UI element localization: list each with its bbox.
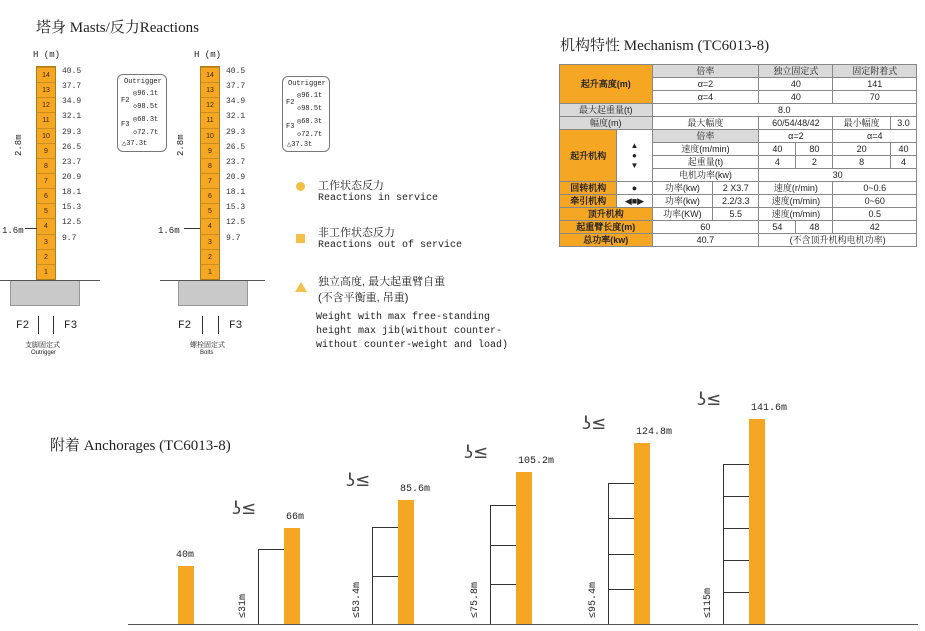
in-service-en: Reactions in service (318, 193, 439, 204)
box-r1-val-r: 96.1t (301, 92, 323, 100)
f3-left: F3 (64, 320, 78, 332)
box-r3-r: ◎68.3t (297, 118, 323, 126)
weight-en3: without counter-weight and load) (316, 340, 509, 351)
mast-section: 10 (37, 128, 55, 144)
anchor-tie (490, 545, 516, 546)
anchor-tie (723, 592, 749, 593)
anchorage-height-label: 124.8m (636, 427, 673, 439)
total-label: 总功率(kw) (560, 234, 653, 247)
box-r4: ◇72.7t (133, 129, 159, 137)
jib-len-0: 60 (652, 221, 759, 234)
trolley-label: 牵引机构 (560, 195, 617, 208)
load-1: 2 (796, 156, 833, 169)
foundation-bolts (178, 280, 248, 306)
outrigger-reaction-box-left (117, 74, 167, 152)
mast-height-value: 15.3 (226, 203, 246, 213)
box-r5: △37.3t (122, 140, 148, 148)
anchorage-height-label: 66m (286, 512, 305, 524)
anchorage-bar (749, 419, 765, 624)
mast-height-value: 32.1 (226, 112, 246, 122)
mast-section: 11 (37, 112, 55, 128)
h-label-right: H (m) (194, 50, 222, 60)
mast-section: 9 (201, 143, 219, 159)
dim-lower-left: 1.6m (2, 226, 24, 236)
free-height-label: ≤95.4m (588, 581, 599, 618)
mast-height-value: 40.5 (62, 67, 82, 76)
dim-upper-left: 2.8m (14, 134, 24, 156)
dim-upper-right: 2.8m (176, 134, 186, 156)
anchor-tie-vertical (258, 549, 259, 624)
f-divider-left-b (53, 316, 54, 334)
mast-bolts (200, 66, 220, 280)
mast-height-value: 15.3 (62, 203, 82, 213)
out-service-cn: 非工作状态反力 (318, 227, 395, 239)
alpha4: α=4 (833, 130, 917, 143)
hook-icon: ʖ≤ (346, 470, 371, 492)
mast-section: 8 (37, 158, 55, 174)
box-r3-val-r: 68.3t (301, 118, 323, 126)
box-f3-r: F3 (286, 123, 295, 131)
out-service-en: Reactions out of service (318, 240, 463, 251)
hook-icon: ʖ≤ (582, 413, 607, 435)
f2-left: F2 (16, 320, 30, 332)
h-label-left: H (m) (33, 50, 61, 60)
mast-section: 14 (201, 67, 219, 83)
weight-cn: 独立高度, 最大起重臂自重 (318, 276, 446, 288)
motor: 30 (759, 169, 917, 182)
anchorage-bar (284, 528, 300, 624)
mast-section: 3 (201, 234, 219, 250)
hoist-mech-text: 起升机构 (570, 150, 607, 161)
in-service-cn: 工作状态反力 (318, 180, 384, 192)
box-r5-val-r: 37.3t (291, 141, 313, 149)
speed-3: 40 (890, 143, 916, 156)
box-f2: F2 (121, 97, 130, 105)
row-a2: α=2 (652, 78, 759, 91)
anchor-tie (723, 528, 749, 529)
mast-height-value: 34.9 (62, 97, 82, 107)
mast-section: 1 (37, 264, 55, 280)
climb-speed-label: 速度(m/min) (759, 208, 833, 221)
anchor-tie (372, 576, 398, 577)
box-r1-r: ◎96.1t (297, 92, 323, 100)
speed-label: 速度(m/min) (652, 143, 759, 156)
anchorage-bar (398, 500, 414, 624)
min-range-label: 最小幅度 (833, 117, 890, 130)
box-title-r: Outrigger (288, 80, 326, 88)
min-range: 3.0 (890, 117, 916, 130)
anchor-tie (372, 527, 398, 528)
speed-2: 20 (833, 143, 890, 156)
mast-height-value: 37.7 (226, 82, 246, 92)
box-r5-r: △37.3t (287, 141, 313, 149)
mast-height-value: 34.9 (226, 97, 246, 107)
col-ratio: 倍率 (652, 65, 759, 78)
box-r3-val: 68.3t (137, 116, 159, 124)
box-r4-r: ◇72.7t (297, 131, 323, 139)
box-r4-val-r: 72.7t (301, 131, 323, 139)
mast-section: 9 (37, 143, 55, 159)
climb-speed: 0.5 (833, 208, 917, 221)
slew-speed-label: 速度(r/min) (759, 182, 833, 195)
box-f2-r: F2 (286, 99, 295, 107)
ground-line-right (160, 280, 265, 281)
trolley-speed-label: 速度(m/min) (759, 195, 833, 208)
mast-height-value: 29.3 (62, 127, 82, 137)
jib-len-2: 48 (796, 221, 833, 234)
anchor-tie (608, 483, 634, 484)
anchor-tie (258, 549, 284, 550)
mast-section: 1 (201, 264, 219, 280)
ground-line-left (0, 280, 100, 281)
mast-section: 14 (37, 67, 55, 83)
anchor-tie (608, 518, 634, 519)
mast-height-value: 23.7 (62, 157, 82, 167)
box-r2: ◇98.5t (133, 103, 159, 111)
out-service-icon (296, 234, 305, 243)
anchorage-bar (178, 566, 194, 624)
a2-free: 40 (759, 78, 833, 91)
jib-len-3: 42 (833, 221, 917, 234)
anchorage-height-label: 105.2m (518, 455, 555, 467)
mast-height-value: 20.9 (62, 173, 82, 182)
bolts-caption-en: Bolts (200, 350, 214, 356)
box-title: Outrigger (124, 78, 162, 86)
mast-height-value: 23.7 (226, 157, 246, 167)
mast-section: 12 (37, 97, 55, 113)
alpha2: α=2 (759, 130, 833, 143)
mast-section: 13 (201, 82, 219, 98)
mast-height-value: 12.5 (226, 218, 246, 228)
mast-section: 2 (201, 249, 219, 265)
mast-height-value: 9.7 (226, 233, 241, 243)
climb-power-label: 功率(KW) (652, 208, 713, 221)
hoist-height-label: 起升高度(m) (560, 65, 653, 104)
a4-att: 70 (833, 91, 917, 104)
mast-section: 5 (37, 203, 55, 219)
anchor-tie (723, 560, 749, 561)
climb-power: 5.5 (713, 208, 759, 221)
trolley-speed: 0~60 (833, 195, 917, 208)
f-divider-left-a (38, 316, 39, 334)
mast-section: 3 (37, 234, 55, 250)
slew-label: 回转机构 (560, 182, 617, 195)
slew-power-label: 功率(kw) (652, 182, 713, 195)
f3-right: F3 (229, 320, 243, 332)
mast-height-value: 40.5 (226, 67, 246, 76)
mast-height-value: 9.7 (62, 233, 77, 243)
box-r2-val: 98.5t (137, 103, 159, 111)
mast-height-value: 32.1 (62, 112, 82, 122)
slew-speed: 0~0.6 (833, 182, 917, 195)
bolts-caption: 螺栓固定式 (190, 342, 225, 349)
in-service-icon (296, 182, 305, 191)
mechanism-title: 机构特性 Mechanism (TC6013-8) (560, 38, 770, 54)
col-free: 独立固定式 (759, 65, 833, 78)
load-2: 8 (833, 156, 890, 169)
weight-icon (295, 282, 307, 292)
climb-label: 顶升机构 (560, 208, 653, 221)
mast-section: 10 (201, 128, 219, 144)
mast-height-value: 20.9 (226, 173, 246, 182)
a4-free: 40 (759, 91, 833, 104)
max-range: 60/54/48/42 (759, 117, 833, 130)
box-r2-val-r: 98.5t (301, 105, 323, 113)
mast-section: 2 (37, 249, 55, 265)
masts-title: 塔身 Masts/反力Reactions (36, 20, 199, 36)
f2-right: F2 (178, 320, 192, 332)
anchorage-height-label: 85.6m (400, 484, 431, 496)
anchorage-height-label: 141.6m (751, 403, 788, 414)
max-range-label: 最大幅度 (652, 117, 759, 130)
weight-en1: Weight with max free-standing (316, 312, 491, 323)
total-note: (不含顶升机构电机功率) (759, 234, 917, 247)
max-load-label: 最大起重量(t) (560, 104, 653, 117)
hoist-mech-label (560, 130, 617, 182)
mast-section: 13 (37, 82, 55, 98)
max-load: 8.0 (652, 104, 916, 117)
mast-section: 6 (37, 188, 55, 204)
mast-section: 7 (37, 173, 55, 189)
box-f3: F3 (121, 121, 130, 129)
anchor-tie (490, 584, 516, 585)
anchor-tie (608, 554, 634, 555)
trolley-power-label: 功率(kw) (652, 195, 713, 208)
mast-section: 4 (37, 218, 55, 234)
anchorages-title: 附着 Anchorages (TC6013-8) (50, 438, 231, 454)
range-label: 幅度(m) (560, 117, 653, 130)
anchor-tie (723, 464, 749, 465)
anchorage-bar (516, 472, 532, 624)
mast-height-value: 12.5 (62, 218, 82, 228)
f-divider-right-a (202, 316, 203, 334)
mast-height-value: 18.1 (62, 188, 82, 198)
hoist-symbols: ▲ ● ▼ (617, 130, 652, 182)
load-label: 起重量(t) (652, 156, 759, 169)
anchorage-ground (128, 624, 918, 625)
free-height-label: ≤115m (703, 587, 714, 618)
total: 40.7 (652, 234, 759, 247)
outrigger-caption-en: Outrigger (31, 350, 57, 356)
mast-section: 4 (201, 218, 219, 234)
foundation-outrigger (10, 280, 80, 306)
anchor-tie (723, 496, 749, 497)
mast-height-value: 18.1 (226, 188, 246, 198)
speed-0: 40 (759, 143, 796, 156)
mast-height-value: 37.7 (62, 82, 82, 92)
weight-en2: height max jib(without counter- (316, 326, 503, 337)
hook-icon: ʖ≤ (232, 498, 257, 520)
box-r5-val: 37.3t (126, 140, 148, 148)
mast-section: 12 (201, 97, 219, 113)
speed-1: 80 (796, 143, 833, 156)
mast-height-value: 29.3 (226, 127, 246, 137)
row-a4: α=4 (652, 91, 759, 104)
box-r3: ◎68.3t (133, 116, 159, 124)
anchor-tie (608, 589, 634, 590)
free-height-label: ≤31m (238, 593, 249, 618)
mast-section: 6 (201, 188, 219, 204)
free-height-label: ≤75.8m (470, 581, 481, 618)
mast-height-value: 26.5 (226, 142, 246, 152)
trolley-power: 2.2/3.3 (713, 195, 759, 208)
jib-len-label: 起重臂长度(m) (560, 221, 653, 234)
mast-section: 5 (201, 203, 219, 219)
mechanism-table (559, 64, 917, 247)
box-r1-val: 96.1t (137, 90, 159, 98)
col-attached: 固定附着式 (833, 65, 917, 78)
outrigger-caption: 支脚固定式 (25, 342, 60, 349)
hook-icon: ʖ≤ (464, 441, 489, 463)
weight-cn2: (不含平衡重, 吊重) (318, 292, 409, 304)
anchor-tie (490, 505, 516, 506)
dim-line-left (25, 228, 37, 229)
box-r4-val: 72.7t (137, 129, 159, 137)
f-divider-right-b (218, 316, 219, 334)
mast-section: 11 (201, 112, 219, 128)
hook-icon: ʖ≤ (697, 389, 722, 410)
slew-icon: ● (617, 182, 652, 195)
mast-section: 8 (201, 158, 219, 174)
outrigger-reaction-box-right (282, 76, 330, 152)
dim-lower-right: 1.6m (158, 226, 180, 236)
trolley-icon: ◀■▶ (617, 195, 652, 208)
anchorage-bar (634, 443, 650, 624)
motor-label: 电机功率(kw) (652, 169, 759, 182)
ratio2-label: 倍率 (652, 130, 759, 143)
slew-power: 2 X3.7 (713, 182, 759, 195)
dim-line-right (184, 228, 200, 229)
box-r2-r: ◇98.5t (297, 105, 323, 113)
free-height-label: ≤53.4m (352, 581, 363, 618)
load-3: 4 (890, 156, 916, 169)
a2-att: 141 (833, 78, 917, 91)
anchorage-height-label: 40m (176, 550, 195, 562)
jib-len-1: 54 (759, 221, 796, 234)
mast-height-value: 26.5 (62, 142, 82, 152)
load-0: 4 (759, 156, 796, 169)
box-r1: ◎96.1t (133, 90, 159, 98)
anchor-tie-vertical (490, 505, 491, 624)
anchor-tie-vertical (723, 464, 724, 624)
mast-section: 7 (201, 173, 219, 189)
mast-outrigger (36, 66, 56, 280)
